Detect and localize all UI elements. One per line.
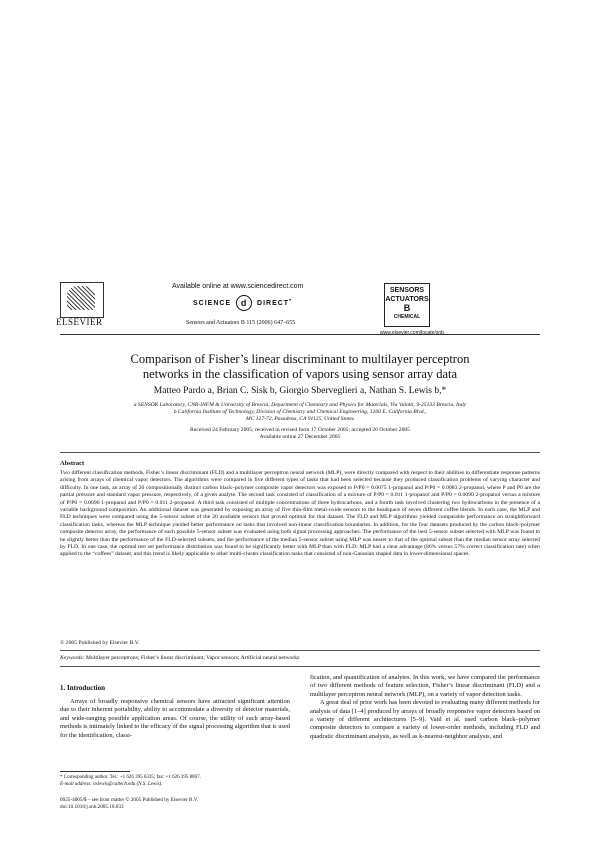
affiliation-b-cont: MC 127-72, Pasadena, CA 91125, United States [245,416,355,422]
affiliation-a: a SENSOR Laboratory, CNR-INFM & University of Brescia, Department of Chemistry and Physics for Materials, Via Valotti, 9-25133 Brescia, Italy [133,402,467,408]
journal-logo-line: CHEMICAL [393,314,421,320]
journal-reference: Sensors and Actuators B 115 (2006) 647–655 [186,320,296,326]
footnote-divider [60,771,130,772]
elsevier-logo [60,282,104,318]
keywords-divider-top [60,650,540,651]
available-online-link[interactable]: Available online at www.sciencedirect.com [172,283,304,290]
sciencedirect-at-icon: d [236,295,252,311]
journal-url[interactable]: www.elsevier.com/locate/snb [380,330,444,336]
title-line: networks in the classification of vapors using sensor array data [142,367,458,381]
sciencedirect-logo: SCIENCE d DIRECT• [193,295,292,311]
abstract-divider-top [60,452,540,453]
affiliation-b: b California Institute of Technology, Division of Chemistry and Chemical Engineering, 1200 E. California Blvd., [173,409,427,415]
footnote-email[interactable]: E-mail address: nslewis@caltech.edu (N.S. Lewis). [60,782,163,787]
copyright-line: © 2005 Published by Elsevier B.V. [60,640,140,646]
keywords [60,655,299,661]
author-list: Matteo Pardo a, Brian C. Sisk b, Giorgio Sberveglieri a, Nathan S. Lewis b,* [153,386,447,396]
available-date: Available online 27 December 2005 [259,434,341,440]
journal-logo [384,283,430,327]
paragraph: fication, and quantification of analytes. In this work, we have compared the performance of two different methods of feature selection, Fisher’s linear discriminant (FLD) and a multilayer perceptron neural network (MLP), on a variety of vapor detection tasks. [310,674,540,698]
journal-logo-line: B [403,303,411,313]
journal-logo-line: SENSORS [389,287,425,294]
issn-line: 0925-4005/$ – see front matter © 2005 Published by Elsevier B.V. [60,797,199,803]
paragraph: A great deal of prior work has been devoted to evaluating many different methods for analysis of data [1–4] produced by arrays of broadly responsive vapor detectors based on a variety of different architectures [5–9]. Vaid et al. used carbon black–polymer composite detectors to compare a variety of lower-order methods, including FLD and quadratic discriminant analysis, as well as k-nearest-neighbor analysis, and [310,699,540,740]
keywords-divider-bottom [60,666,540,667]
left-column [60,698,290,740]
title-line: Comparison of Fisher’s linear discriminant to multilayer perceptron [130,352,470,366]
section-heading: 1. Introduction [60,684,105,692]
right-column [310,674,540,741]
article-title [60,352,540,382]
elsevier-tree-icon [67,286,95,310]
journal-logo-line: ACTUATORS [385,296,429,303]
keywords-label: Keywords: [60,655,85,661]
publisher-name: ELSEVIER [56,317,103,327]
abstract-heading: Abstract [60,460,85,467]
paragraph: Arrays of broadly responsive chemical sensors have attracted significant attention due to their inherent portability, ability to accommodate a diversity of detector materials, and wide-ranging possible application areas. Of course, the utility of such array-based methods is intimately linked to the efficacy of the signal processing algorithm that is used for the identification, classi- [60,698,290,739]
doi-line[interactable]: doi:10.1016/j.snb.2005.10.033 [60,804,124,810]
received-dates: Received 24 February 2005; received in revised form 17 October 2005; accepted 26 October 2005 [190,427,410,433]
keywords-text: Multilayer perceptrons; Fisher’s linear discriminant; Vapor sensors; Artificial neural networks [85,655,300,661]
abstract-text: Two different classification methods, Fisher’s linear discriminant (FLD) and a multilayer perceptron neural network (MLP), were directly compared with respect to their abilities to differentiate response patterns arising from arrays of chemical vapor detectors. The algorithms were compared in five different types of tasks that had been selected because they produced classification problems of varying character and difficulty. In one task, an array of 20 compositionally distinct carbon black–polymer composite vapor detectors was exposed to P/P0 = 0.0075 1-propanol and P/P0 = 0.0083 2-propanol, where P and P0 are the partial pressure and standard vapor pressure, respectively, of a given analyte. The second task consisted of classification of a mixture of P/P0 = 0.011 1-propanol and P/P0 = 0.0090 2-propanol versus a mixture of P/P0 = 0.0090 1-propanol and P/P0 = 0.011 2-propanol. A third task consisted of multiple concentrations of three hydrocarbons, and a fourth task involved clustering two hydrocarbons in the presence of a variable background composition. An additional dataset was generated by exposing an array of five thin-film metal-oxide sensors to the headspace of seven different coffee blends. In each case, the MLP and FLD techniques were compared using the 5-sensor subset of the 20 available sensors that proved optimal for that dataset. The FLD and MLP algorithms yielded comparable performance on straightforward classification tasks, whereas the MLP technique yielded better performance on tasks that involved non-linear classification boundaries. In addition, for the four datasets produced by the carbon black–polymer composite detector array, the performance of each possible 5-sensor subset was evaluated using both signal processing approaches. The performance of the best 5-sensor subset selected with MLP was found to be slightly better than the performance of the FLD-selected subsets, and the performance of the median 5-sensor subset using MLP was nearer to that of the optimal subset than the median sensor array selected by FLD. In one case, the optimal test set performance distribution was found to be significantly better with MLP than with FLD: MLP had a clear advantage (86% versus 57% correct classification rate) when applied to the “coffees” dataset, and this trend is likely applicable to other multi-cluster classification tasks that consisted of non-Gaussian shaped data in lower-dimensional spaces. [60,470,540,558]
header-divider [60,334,540,335]
footnote-corresponding: * Corresponding author. Tel.: +1 626 395 6335; fax: +1 626 395 8867. [60,775,201,780]
